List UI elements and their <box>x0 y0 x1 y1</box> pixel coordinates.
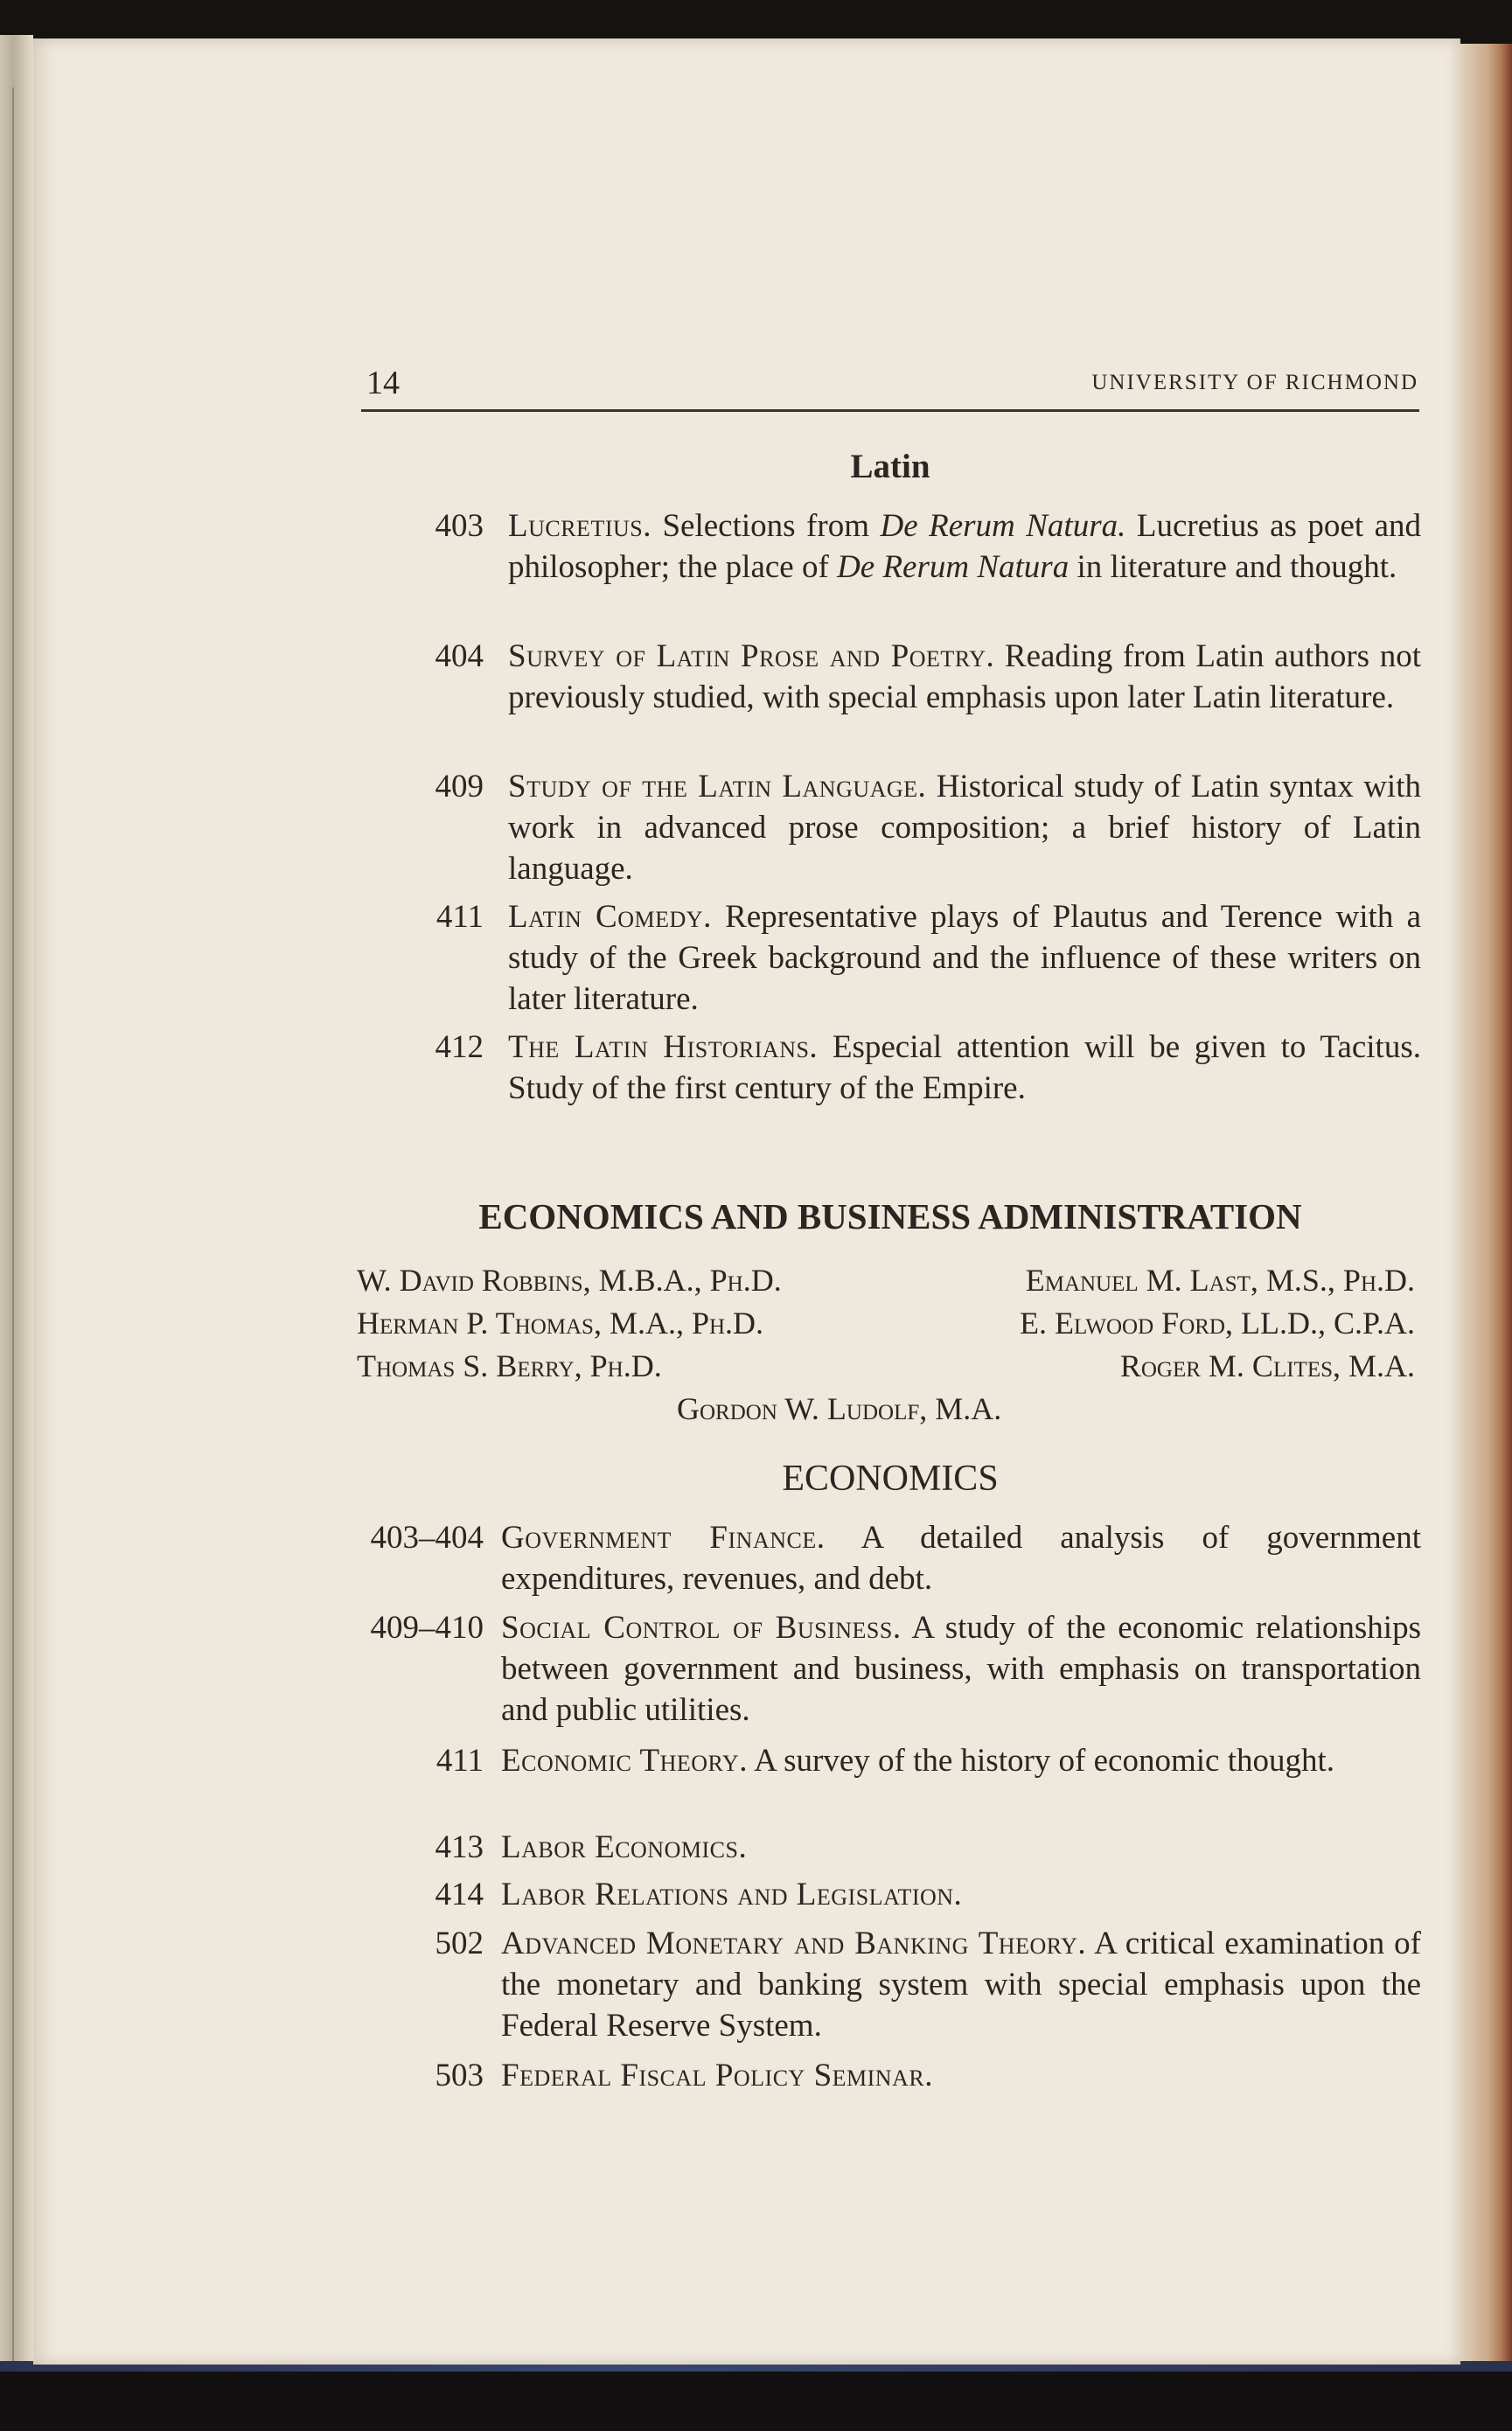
course-description: Selections from <box>662 508 869 544</box>
course-description: Historical study of Latin syntax with work in advanced prose composition; a brief history of Latin language. <box>508 769 1421 887</box>
course-text <box>501 1607 1421 1731</box>
course-description: A study of the economic relationships between government and business, with emphasis on transportation and public utilities. <box>501 1610 1421 1728</box>
course-title: Government Finance. <box>501 1520 826 1556</box>
course-entry <box>361 766 1421 889</box>
course-entry <box>361 896 1421 1020</box>
course-description: Representative plays of Plautus and Terence with a study of the Greek background and the influence of these writers on later literature. <box>508 899 1422 1017</box>
course-number: 412 <box>435 1029 484 1065</box>
course-text <box>508 505 1421 588</box>
course-entry <box>361 1740 1421 1781</box>
course-entry <box>361 1517 1421 1599</box>
course-entry <box>361 505 1421 588</box>
header-rule <box>361 409 1419 412</box>
course-entry <box>361 1607 1421 1731</box>
course-entry <box>361 2055 1421 2096</box>
faculty-name: Gordon W. Ludolf, M.A. <box>677 1391 1002 1426</box>
course-title: Advanced Monetary and Banking Theory. <box>501 1926 1087 1961</box>
course-number: 409 <box>435 769 484 805</box>
course-description: A detailed analysis of government expenditures, revenues, and debt. <box>501 1520 1421 1597</box>
course-entry <box>361 1874 1421 1915</box>
course-entry <box>361 1923 1421 2046</box>
course-description: Especial attention will be given to Tacitus. Study of the first century of the Empire. <box>508 1029 1421 1106</box>
faculty-name: Emanuel M. Last, M.S., Ph.D. <box>1025 1263 1415 1298</box>
course-entry <box>361 1827 1421 1868</box>
course-text <box>508 1027 1421 1109</box>
course-text <box>508 766 1421 889</box>
faculty-name: W. David Robbins, M.B.A., Ph.D. <box>357 1263 782 1298</box>
course-title: Study of the Latin Language. <box>508 769 927 805</box>
faculty-name: Roger M. Clites, M.A. <box>1119 1348 1415 1383</box>
course-title: Labor Relations and Legislation. <box>501 1877 963 1912</box>
course-description: Lucretius as poet and philosopher; the place of <box>508 508 1422 585</box>
catalog-page <box>33 38 1460 2365</box>
course-entry <box>361 636 1421 718</box>
running-title: UNIVERSITY OF RICHMOND <box>1091 371 1418 394</box>
faculty-list <box>357 1259 1415 1443</box>
course-description: A survey of the history of economic thought. <box>754 1743 1335 1779</box>
faculty-name: Thomas S. Berry, Ph.D. <box>357 1348 662 1383</box>
spine-shadow-line <box>12 87 14 2379</box>
course-description: Reading from Latin authors not previously studied, with special emphasis upon later Latin literature. <box>508 638 1422 715</box>
latin-heading: Latin <box>850 448 930 485</box>
work-title: De Rerum Natura <box>837 549 1070 585</box>
course-number: 411 <box>435 1743 484 1779</box>
course-description: in literature and thought. <box>1077 549 1397 585</box>
work-title: De Rerum Natura. <box>880 508 1126 544</box>
course-text <box>501 1874 1421 1915</box>
department-heading: ECONOMICS AND BUSINESS ADMINISTRATION <box>478 1196 1302 1236</box>
course-number: 502 <box>435 1926 484 1961</box>
faculty-name: E. Elwood Ford, LL.D., C.P.A. <box>1020 1306 1415 1341</box>
course-text <box>501 1827 1421 1868</box>
course-title: Lucretius. <box>508 508 651 544</box>
course-text <box>508 636 1421 718</box>
course-number: 403 <box>435 508 484 544</box>
course-title: Latin Comedy. <box>508 899 712 935</box>
course-text <box>501 1517 1421 1599</box>
course-number: 503 <box>435 2058 484 2093</box>
course-number: 413 <box>435 1829 484 1865</box>
course-number: 414 <box>435 1877 484 1912</box>
course-text <box>501 1740 1421 1781</box>
course-text <box>501 2055 1421 2096</box>
book-spine <box>0 35 33 2379</box>
course-number: 403–404 <box>370 1520 484 1556</box>
economics-heading: ECONOMICS <box>782 1459 999 1499</box>
course-title: Federal Fiscal Policy Seminar. <box>501 2058 933 2093</box>
faculty-name: Herman P. Thomas, M.A., Ph.D. <box>357 1306 764 1341</box>
page-edge <box>1458 44 1512 2370</box>
course-description: A critical examination of the monetary and banking system with special emphasis upon the Federal Reserve System. <box>501 1926 1422 2044</box>
scan-bottom-border <box>0 2372 1512 2431</box>
course-text <box>508 896 1421 1020</box>
course-title: Survey of Latin Prose and Poetry. <box>508 638 995 674</box>
course-entry <box>361 1027 1421 1109</box>
course-title: Economic Theory. <box>501 1743 748 1779</box>
course-number: 404 <box>435 638 484 674</box>
course-text <box>501 1923 1421 2046</box>
course-title: The Latin Historians. <box>508 1029 819 1065</box>
course-number: 409–410 <box>370 1610 484 1646</box>
page-number: 14 <box>366 365 400 401</box>
course-number: 411 <box>435 899 484 935</box>
course-title: Social Control of Business. <box>501 1610 902 1646</box>
course-title: Labor Economics. <box>501 1829 748 1865</box>
